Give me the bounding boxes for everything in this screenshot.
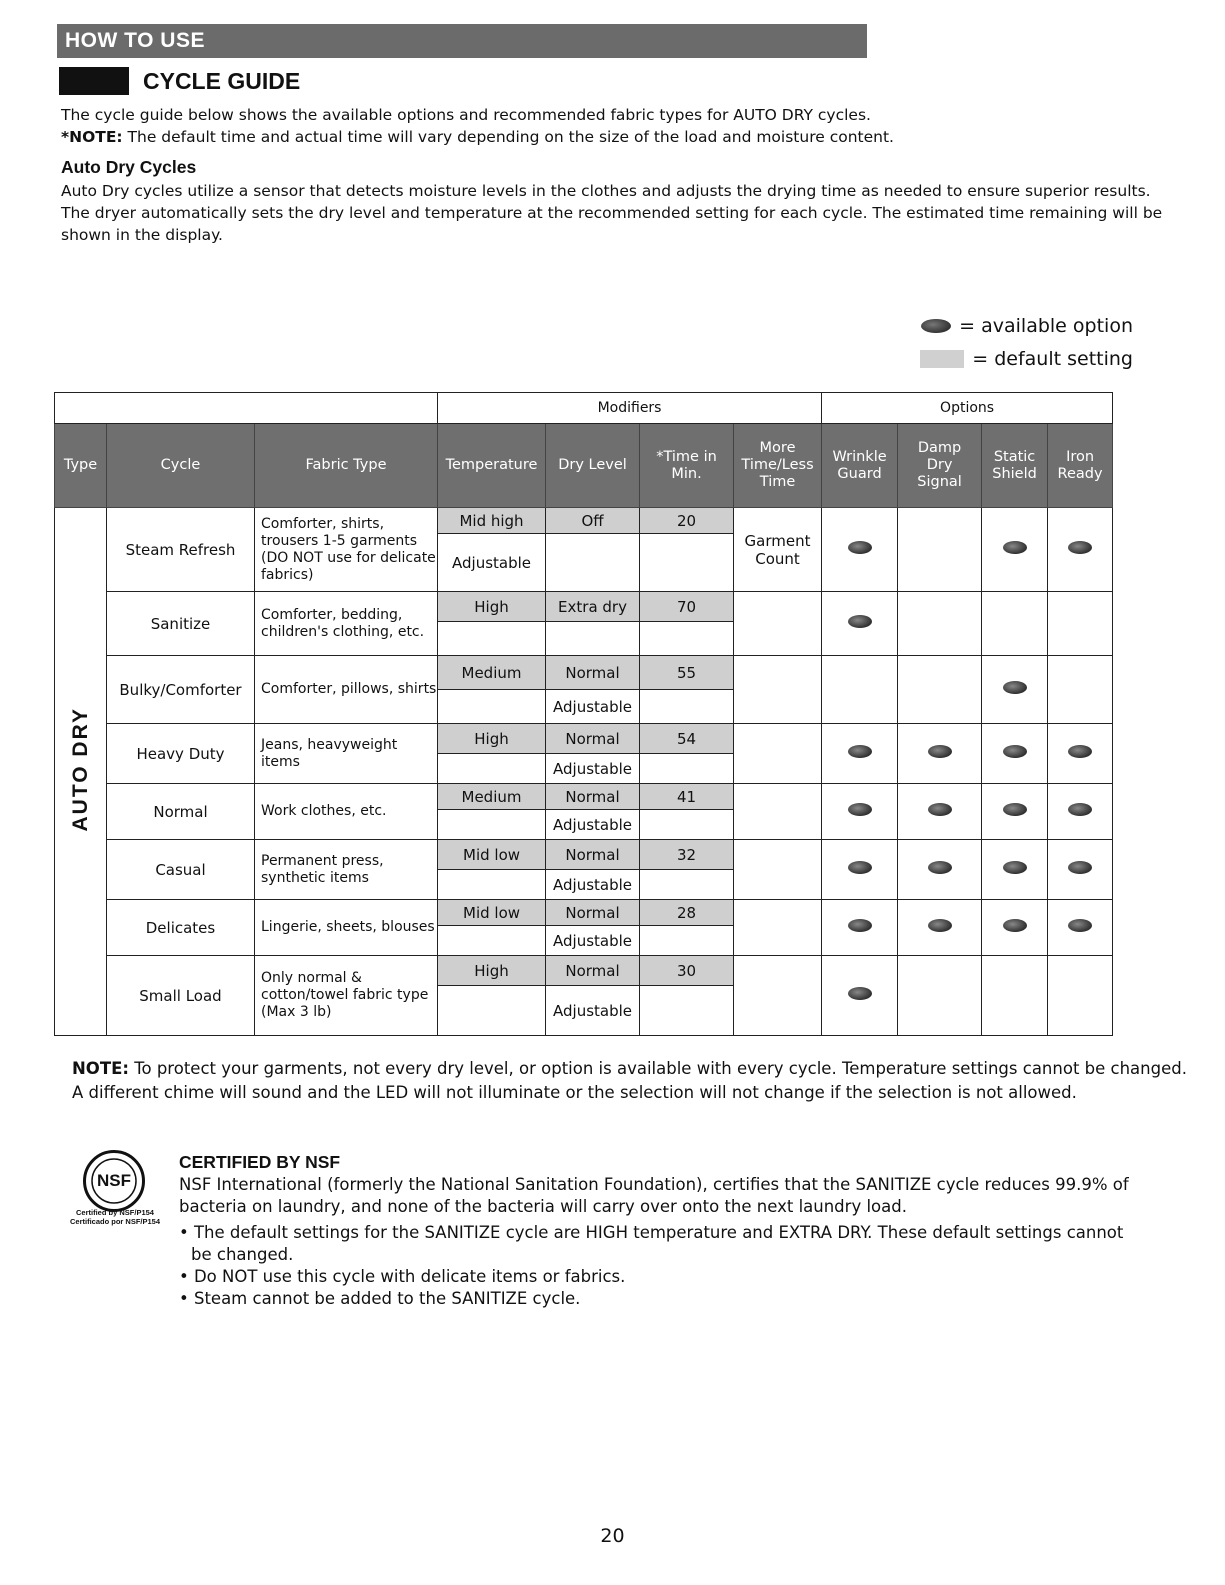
col-cycle: Cycle [107,424,255,508]
available-option-dot-icon [928,919,952,932]
available-option-dot-icon [848,861,872,874]
option-static-cell [982,784,1048,840]
option-damp-cell [898,656,982,724]
temperature-default: Medium [438,656,546,690]
col-more-line3: Time [759,474,796,490]
col-temperature: Temperature [438,424,546,508]
option-damp-cell [898,900,982,956]
nsf-caption-es: Certificado por NSF/P154 [69,1217,161,1226]
garment-count-line1: Garment [744,531,811,550]
garment-count-line2: Count [755,549,800,568]
option-static-cell [982,508,1048,592]
fabric-type: Only normal & cotton/towel fabric type (Max 3 lb) [255,956,438,1036]
dry-level-default: Off [546,508,640,534]
available-option-dot-icon [921,319,951,333]
option-iron-cell [1048,956,1113,1036]
col-more-less-time [734,424,822,508]
available-option-dot-icon [848,541,872,554]
fabric-type: Jeans, heavyweight items [255,724,438,784]
more-less-time-cell [734,900,822,956]
col-iron-line1: Iron [1066,448,1095,465]
col-time-line2: Min. [671,465,702,482]
cycle-name: Sanitize [107,592,255,656]
available-option-dot-icon [928,745,952,758]
available-option-dot-icon [848,987,872,1000]
dry-level-default: Normal [546,656,640,690]
option-wrinkle-cell [822,900,898,956]
page-number: 20 [600,1525,625,1547]
dry-level-default: Normal [546,840,640,870]
dry-level-default: Normal [546,724,640,754]
default-time-note [61,126,1181,148]
option-static-cell [982,900,1048,956]
cycle-name: Casual [107,840,255,900]
more-less-time-cell [734,508,822,592]
dry-level-alt: Adjustable [546,810,640,840]
sanitize-bullets [179,1222,1129,1310]
legend-default [920,348,1133,370]
col-time-line1: *Time in [656,448,717,465]
auto-dry-subheading: Auto Dry Cycles [61,157,197,177]
col-wrinkle-line1: Wrinkle [832,448,887,465]
option-wrinkle-cell [822,840,898,900]
title-block-decoration [59,67,129,95]
time-alt [640,754,734,784]
available-option-dot-icon [1068,861,1092,874]
dry-level-default: Normal [546,900,640,926]
option-damp-cell [898,956,982,1036]
option-wrinkle-cell [822,784,898,840]
garment-protection-note [72,1057,1192,1105]
more-less-time-cell [734,592,822,656]
time-default: 28 [640,900,734,926]
auto-dry-description: Auto Dry cycles utilize a sensor that detects moisture levels in the clothes and adjusts the drying time as needed to ensure superior results. The dryer automatically sets the dry level and temperature at the recommended setting for each cycle. The estimated time remaining will be shown in the display. [61,182,1163,244]
col-fabric-type: Fabric Type [255,424,438,508]
dry-level-alt: Adjustable [546,754,640,784]
time-default: 55 [640,656,734,690]
col-static-line1: Static [993,448,1036,465]
available-option-dot-icon [928,803,952,816]
available-option-dot-icon [1068,919,1092,932]
fabric-type: Comforter, bedding, children's clothing, etc. [255,592,438,656]
certified-by-nsf-body: NSF International (formerly the National Sanitation Foundation), certifies that the SANITIZE cycle reduces 99.9% of bacteria on laundry, and none of the bacteria will carry over onto the next laundry load. [179,1175,1129,1216]
certified-by-nsf-heading: CERTIFIED BY NSF [179,1152,341,1172]
blank-group-header [55,393,438,424]
temperature-alt: Adjustable [438,534,546,592]
more-less-time-cell [734,724,822,784]
temperature-alt [438,622,546,656]
temperature-default: High [438,724,546,754]
dry-level-default: Normal [546,956,640,986]
option-damp-cell [898,508,982,592]
option-iron-cell [1048,592,1113,656]
more-less-time-cell [734,784,822,840]
col-damp-line2: Dry [926,457,953,473]
temperature-default: High [438,592,546,622]
option-wrinkle-cell [822,592,898,656]
available-option-dot-icon [848,919,872,932]
temperature-alt [438,870,546,900]
option-iron-cell [1048,784,1113,840]
col-static-shield [982,424,1048,508]
time-default: 70 [640,592,734,622]
section-title [59,66,300,96]
nsf-caption-en: Certified by NSF/P154 [76,1208,154,1217]
dry-level-alt [546,534,640,592]
cycle-name: Delicates [107,900,255,956]
available-option-dot-icon [1003,745,1027,758]
option-damp-cell [898,724,982,784]
cycle-guide-heading: CYCLE GUIDE [143,67,301,94]
available-option-dot-icon [1003,803,1027,816]
more-less-time-cell [734,840,822,900]
dry-level-alt: Adjustable [546,926,640,956]
temperature-default: Mid high [438,508,546,534]
dry-level-alt [546,622,640,656]
temperature-alt [438,690,546,724]
temperature-default: Medium [438,784,546,810]
intro-text: The cycle guide below shows the available options and recommended fabric types for AUTO DRY cycles. [61,106,871,124]
fabric-type: Permanent press, synthetic items [255,840,438,900]
option-wrinkle-cell [822,656,898,724]
option-damp-cell [898,592,982,656]
available-option-dot-icon [1068,803,1092,816]
cycle-name: Heavy Duty [107,724,255,784]
time-alt [640,622,734,656]
available-option-dot-icon [848,803,872,816]
time-default: 41 [640,784,734,810]
option-damp-cell [898,840,982,900]
legend-available [921,315,1133,337]
modifiers-group-header: Modifiers [438,393,822,424]
time-alt [640,926,734,956]
available-option-dot-icon [848,745,872,758]
legend-default-label: = default setting [972,348,1133,370]
option-iron-cell [1048,508,1113,592]
available-option-dot-icon [848,615,872,628]
cycle-guide-table [54,392,1113,1036]
available-option-dot-icon [1068,541,1092,554]
available-option-dot-icon [1068,745,1092,758]
nsf-logo-icon [83,1150,145,1212]
time-default: 54 [640,724,734,754]
option-static-cell [982,956,1048,1036]
option-static-cell [982,724,1048,784]
option-static-cell [982,592,1048,656]
time-alt [640,870,734,900]
time-alt [640,986,734,1036]
col-wrinkle-line2: Guard [837,465,882,482]
time-alt [640,690,734,724]
option-wrinkle-cell [822,956,898,1036]
dry-level-alt: Adjustable [546,870,640,900]
options-group-header: Options [822,393,1113,424]
col-iron-line2: Ready [1057,465,1103,482]
col-damp-line3: Signal [917,474,962,490]
temperature-default: Mid low [438,900,546,926]
col-damp-dry-signal [898,424,982,508]
available-option-dot-icon [1003,919,1027,932]
nsf-logo-caption [60,1208,170,1226]
bullet-item: • Do NOT use this cycle with delicate items or fabrics. [179,1267,626,1286]
option-iron-cell [1048,840,1113,900]
option-iron-cell [1048,900,1113,956]
fabric-type: Comforter, pillows, shirts [255,656,438,724]
col-more-line2: Time/Less [741,457,814,473]
bullet-item: • The default settings for the SANITIZE cycle are HIGH temperature and EXTRA DRY. These default settings cannot be changed. [179,1223,1124,1264]
fabric-type: Comforter, shirts, trousers 1-5 garments (DO NOT use for delicate fabrics) [255,508,438,592]
nsf-logo-text: NSF [97,1171,131,1190]
auto-dry-type-label: AUTO DRY [68,707,92,832]
type-cell [55,508,107,1036]
time-alt [640,810,734,840]
time-default: 20 [640,508,734,534]
dry-level-default: Normal [546,784,640,810]
note-text: The default time and actual time will vary depending on the size of the load and moisture content. [122,128,894,146]
cycle-name: Normal [107,784,255,840]
option-static-cell [982,840,1048,900]
temperature-alt [438,926,546,956]
col-time [640,424,734,508]
dry-level-alt: Adjustable [546,986,640,1036]
available-option-dot-icon [928,861,952,874]
temperature-alt [438,810,546,840]
available-option-dot-icon [1003,681,1027,694]
fabric-type: Lingerie, sheets, blouses [255,900,438,956]
time-alt [640,534,734,592]
how-to-use-banner: HOW TO USE [57,24,867,58]
option-iron-cell [1048,656,1113,724]
bullet-item: • Steam cannot be added to the SANITIZE cycle. [179,1289,581,1308]
note2-text: To protect your garments, not every dry level, or option is available with every cycle. Temperature settings cannot be changed. A different chime will sound and the LED will not illuminate or the selection will not change if the selection is not allowed. [72,1059,1187,1102]
default-setting-swatch [920,350,964,368]
cycle-name: Small Load [107,956,255,1036]
temperature-default: High [438,956,546,986]
col-dry-level: Dry Level [546,424,640,508]
cycle-name: Bulky/Comforter [107,656,255,724]
note-label: *NOTE: [61,128,123,146]
col-damp-line1: Damp [917,440,962,456]
time-default: 32 [640,840,734,870]
col-type: Type [55,424,107,508]
option-static-cell [982,656,1048,724]
temperature-alt [438,754,546,784]
col-wrinkle-guard [822,424,898,508]
note2-label: NOTE: [72,1059,129,1078]
time-default: 30 [640,956,734,986]
col-iron-ready [1048,424,1113,508]
option-wrinkle-cell [822,724,898,784]
option-damp-cell [898,784,982,840]
option-iron-cell [1048,724,1113,784]
available-option-dot-icon [1003,861,1027,874]
fabric-type: Work clothes, etc. [255,784,438,840]
dry-level-default: Extra dry [546,592,640,622]
more-less-time-cell [734,656,822,724]
col-static-line2: Shield [992,465,1037,482]
more-less-time-cell [734,956,822,1036]
available-option-dot-icon [1003,541,1027,554]
option-wrinkle-cell [822,508,898,592]
legend-available-label: = available option [959,315,1133,337]
col-more-line1: More [759,440,796,456]
cycle-name: Steam Refresh [107,508,255,592]
dry-level-alt: Adjustable [546,690,640,724]
temperature-default: Mid low [438,840,546,870]
temperature-alt [438,986,546,1036]
